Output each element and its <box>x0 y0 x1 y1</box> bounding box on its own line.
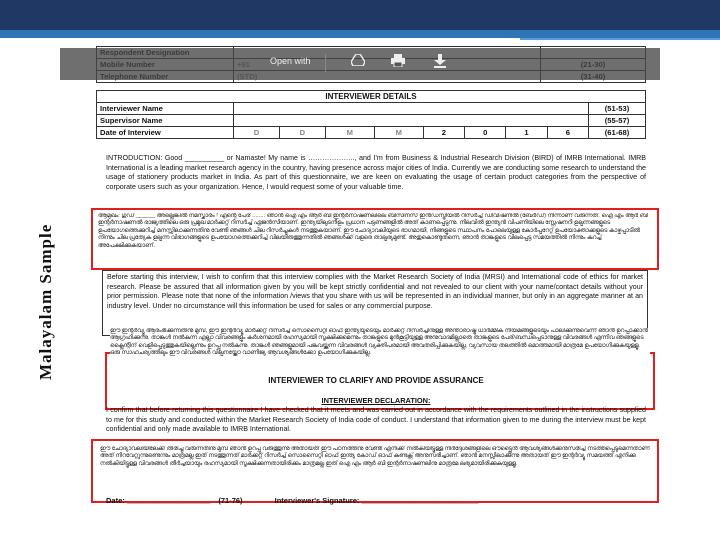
header-accent-line <box>520 38 720 40</box>
date-cell: M <box>325 127 374 139</box>
supervisor-name-field[interactable] <box>234 115 589 127</box>
row-label: Interviewer Name <box>97 103 234 115</box>
date-code: (71-76) <box>218 496 243 505</box>
date-cell: 6 <box>547 127 588 139</box>
malayalam-declaration-text: ഈ ചോദ്യാവലിയിലേക്ക് തിരിച്ചു വരുന്നതിനു മുമ്പ് ഞാൻ ഉറപ്പു വരുത്തുന്നു അതായത് ഈ പഠനത്തിനു വേണ്ടി എനിക്ക് നൽകിയിട്ടുള്ള നിർദ്ദേശങ്ങളിലെ ഔട്ട്ലൈൻ ആവശ്യങ്ങൾക്കനുസരിച്ച് നടത്തപ്പെടുമെന്നതാണ് അത് നിറവേറ്റുന്നുണ്ടെന്നും മാത്രമല്ല ഇത് നടത്തുന്നത് മാർക്കറ്റ് റിസർച്ച് സൊസൈറ്റി ഓഫ് ഇന്ത്യ കോഡ് ഓഫ് കണ്ടക്റ്റ് അനുസരിച്ചാണ്. ഞാൻ മനസ്സിലാക്കുന്നു അതായത് ഈ ഇന്റർവ്യൂ സമയത്ത് എനിക്കു നൽകിയിട്ടുള്ള വിവരങ്ങൾ തീർച്ചയായും രഹസ്യമായി സൂക്ഷിക്കുന്നതായിരിക്കും മാത്രമല്ല ഇത് ഐ എം ആർ ബി ഇന്റർനാഷണലിനു മാത്രമേ ലഭ്യമായിരിക്കുകയുള്ളൂ. <box>100 446 650 467</box>
interviewer-details-table <box>96 90 646 139</box>
row-label: Supervisor Name <box>97 115 234 127</box>
row-code: (55-57) <box>589 115 646 127</box>
open-with-button[interactable]: Open with <box>270 56 311 66</box>
table-title: INTERVIEWER DETAILS <box>97 91 646 103</box>
slide-header-bar <box>0 0 720 38</box>
date-cell: M <box>374 127 423 139</box>
header-accent-band <box>0 30 720 38</box>
date-cell: 1 <box>506 127 547 139</box>
download-icon[interactable] <box>432 54 448 70</box>
date-label: Date: ____________________ <box>106 496 211 505</box>
signature-label: Interviewer's Signature: ____________________________ <box>274 496 479 505</box>
assurance-heading: INTERVIEWER TO CLARIFY AND PROVIDE ASSURANCE <box>268 376 484 385</box>
table-row <box>97 115 646 127</box>
interviewer-name-field[interactable] <box>234 103 589 115</box>
row-label: Date of Interview <box>97 127 234 139</box>
row-code: (51-53) <box>589 103 646 115</box>
table-header-row <box>97 91 646 103</box>
document-page <box>88 46 668 540</box>
print-icon[interactable] <box>390 54 406 70</box>
introduction-text: INTRODUCTION: Good __________ or Namaste! My name is ……………….., and I’m from Business & Industrial Research Division (BIRD) of IMRB International. IMRB International is a leading market research agency in the country, having presence across major cities of India. Currently we are conducting some research to understand the usage of stationery products market in India. As part of this questionnaire, we are keen on evaluating the usage of certain product categories from the perspective of corporate users such as your organization. Hence, I would request some of your valuable time. <box>106 154 646 191</box>
table-row <box>97 127 646 139</box>
viewer-toolbar <box>60 48 660 80</box>
consent-text: Before starting this interview, I wish to confirm that this interview complies with the Market Research Society of India (MRSI) and International code of ethics for market research. Please be assured that all information given by you will be kept strictly confidential and not revealed to our client with your name/contact details without your prior permission. Please note that none of the information /views that you share with us will be represented in an individual manner, but only in an aggregate manner at an industry level. Under no circumstance will this information be used for sales or any commercial purpose. <box>102 270 648 336</box>
toolbar-divider <box>325 54 326 72</box>
date-cell: D <box>234 127 280 139</box>
malayalam-intro-text: ആമുഖം: ഗുഡ് ______ അല്ലെങ്കിൽ നമസ്കാരം ! എന്റെ പേര് ........ ഞാൻ ഐ എം ആർ ബി ഇന്റർനാഷണലിലെ ബിസിനസ് ഇൻഡസ്ട്രിയൽ റിസർച്ച് ഡിവിഷനിൽ (ബേർഡ്) നിന്നാണ് വരുന്നത്. ഐ എം ആർ ബി ഇന്റർനാഷണൽ രാജ്യത്തിലെ ഒരു പ്രമുഖ മാർക്കറ്റ് റിസർച്ച് ഏജൻസിയാണ്. ഇന്ത്യയിലുടനീളം പ്രധാന പട്ടണങ്ങളിൽ അത് കാണപ്പെടുന്നു. നിലവിൽ ഇന്ത്യൻ വിപണിയിലെ സ്റ്റേഷനറി ഉല്പന്നങ്ങളുടെ ഉപയോഗത്തെക്കുറിച്ച് മനസ്സിലാക്കുന്നതിനു വേണ്ടി ഞങ്ങൾ ചില റിസർച്ചുകൾ നടത്തുകയാണ്. ഈ ചോദ്യാവലിയുടെ ഭാഗമായി, നിങ്ങളുടെ സ്ഥാപനം പോലെയുള്ള കോർപ്പറേറ്റ് ഉപയോക്താക്കളുടെ കാഴ്ചപ്പാടിൽ നിന്നും ചില പ്രത്യേക ഉല്പന്ന വിഭാഗങ്ങളുടെ ഉപയോഗത്തെക്കുറിച്ച് വിലയിരുത്തുന്നതിൽ ഞങ്ങൾക്ക് വളരെ താല്പര്യമുണ്ട്. അതുകൊണ്ടുതന്നെ, ഞാൻ താങ്കളുടെ വിലപ്പെട്ട സമയത്തിൽ നിന്നും കുറച്ച് അപേക്ഷിക്കുകയാണ്. <box>98 213 648 249</box>
declaration-heading: INTERVIEWER DECLARATION: <box>321 396 431 405</box>
date-cell: D <box>279 127 325 139</box>
signature-line <box>106 496 478 505</box>
side-label: Malayalam Sample <box>36 223 55 380</box>
malayalam-consent-text: ഈ ഇന്റർവ്യൂ ആരംഭിക്കുന്നതിനു മുമ്പ്, ഈ ഇന്റർവ്യൂ മാർക്കറ്റ് റിസർച്ച് സൊസൈറ്റി ഓഫ് ഇന്ത്യയുടെയും മാർക്കറ്റ് റിസർച്ചിനുള്ള അന്താരാഷ്ട്ര ധാർമ്മിക നിയമങ്ങളുടെയും പാലിക്കുന്നുവെന്ന് ഞാൻ ഉറപ്പാക്കാൻ ആഗ്രഹിക്കുന്നു. താങ്കൾ നൽകുന്ന എല്ലാ വിവരങ്ങളും കർശനമായി രഹസ്യമായി സൂക്ഷിക്കുമെന്നും താങ്കളുടെ മുൻകൂട്ടിയുള്ള അനുവാദമില്ലാതെ താങ്കളുടെ പേര്/ബന്ധപ്പെടാനുള്ള വിവരങ്ങൾ എന്നിവ ഞങ്ങളുടെ ക്ലൈന്റിന് വെളിപ്പെടുത്തുകയില്ലെന്നും ഉറപ്പു നൽകുന്നു. താങ്കൾ ഞങ്ങളുമായി പങ്കുവയ്ക്കുന്ന വിവരങ്ങൾ വ്യക്തിപരമായി അവതരിപ്പിക്കുകയില്ല, വ്യവസായ തലത്തിൽ മൊത്തമായി മാത്രമേ ഉപയോഗിക്കുകയുള്ളൂ. ഒരു സാഹചര്യത്തിലും ഈ വിവരങ്ങൾ വില്പനയ്ക്കോ വാണിജ്യ ആവശ്യങ്ങൾക്കോ ഉപയോഗിക്കുകയില്ല. <box>110 328 650 370</box>
declaration-text: I confirm that before returning this questionnaire I have checked that it meets and was carried out in accordance with the requirements outlined in the instructions supplied to me for this study and conducted within the Market Research Society of India code of conduct. I understand that information given to me during the interview must be kept confidential and only made available to IMRB International. <box>106 406 646 434</box>
header-dark-band <box>0 0 720 30</box>
drive-icon[interactable] <box>350 54 366 70</box>
table-row <box>97 103 646 115</box>
row-code: (61-68) <box>589 127 646 139</box>
date-cell: 0 <box>465 127 506 139</box>
date-cell: 2 <box>423 127 464 139</box>
